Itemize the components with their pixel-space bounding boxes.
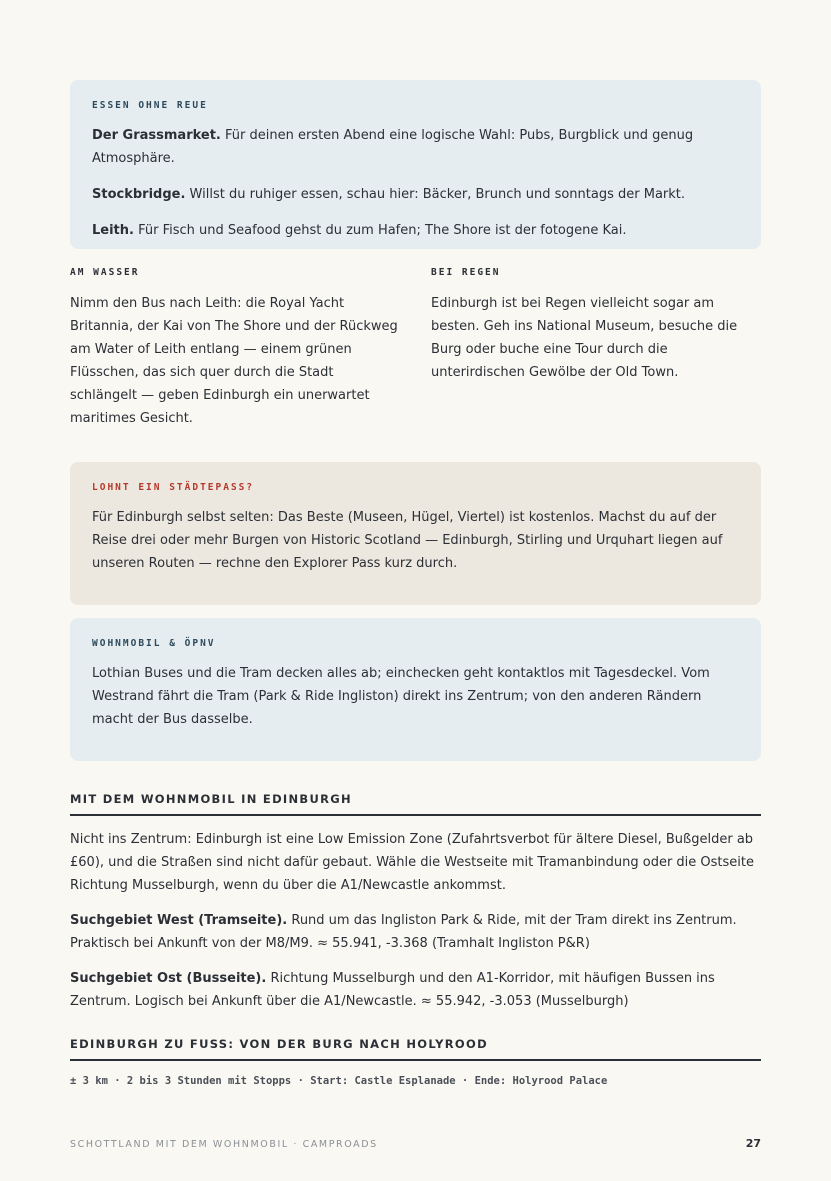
item-title: Suchgebiet Ost (Busseite). — [70, 971, 267, 986]
section-intro: Nicht ins Zentrum: Edinburgh ist eine Low Emission Zone (Zufahrtsverbot für ältere Diesel, Bußgelder ab £60), und die Straßen sind nicht dafür gebaut. Wähle die Westseite mit Tramanbindung oder die Ostseite Richtung Musselburgh, wenn du über die A1/Newcastle ankommst. — [70, 832, 755, 893]
item-text: Für deinen ersten Abend eine logische Wahl: Pubs, Burgblick und genug Atmosphäre. — [92, 128, 694, 166]
box-kicker: LOHNT EIN STÄDTEPASS? — [92, 482, 255, 493]
section-heading: MIT DEM WOHNMOBIL IN EDINBURGH — [70, 792, 761, 816]
section-heading: EDINBURGH ZU FUSS: VON DER BURG NACH HOLYROOD — [70, 1037, 761, 1061]
staedtepass-box — [70, 462, 761, 605]
suchgebiet-west — [70, 909, 761, 955]
box-kicker: WOHNMOBIL & ÖPNV — [92, 638, 216, 649]
zu-fuss-section — [70, 1037, 761, 1087]
page-footer — [70, 1137, 761, 1150]
essen-item-leith — [92, 219, 739, 242]
item-title: Der Grassmarket. — [92, 128, 221, 143]
page-number: 27 — [745, 1137, 761, 1150]
item-title: Stockbridge. — [92, 187, 186, 202]
route-meta: ± 3 km · 2 bis 3 Stunden mit Stopps · Start: Castle Esplanade · Ende: Holyrood Palace — [70, 1075, 608, 1087]
column-text: Nimm den Bus nach Leith: die Royal Yacht Britannia, der Kai von The Shore und der Rückweg am Water of Leith entlang — einem grünen Flüsschen, das sich quer durch die Stadt schlängelt — geben Edinburgh ein unerwartet maritimes Gesicht. — [70, 296, 398, 426]
item-text: Richtung Musselburgh und den A1-Korridor, mit häufigen Bussen ins Zentrum. Logisch bei Ankunft über die A1/Newcastle. ≈ 55.942, -3.053 (Musselburgh) — [70, 971, 715, 1009]
essen-ohne-reue-box — [70, 80, 761, 249]
page-content — [70, 80, 761, 1087]
box-text: Lothian Buses und die Tram decken alles ab; einchecken geht kontaktlos mit Tagesdeckel. Vom Westrand fährt die Tram (Park & Ride Ingliston) direkt ins Zentrum; von den anderen Rändern macht der Bus dasselbe. — [92, 666, 710, 727]
suchgebiet-ost — [70, 967, 761, 1013]
footer-title: SCHOTTLAND MIT DEM WOHNMOBIL · CAMPROADS — [70, 1139, 378, 1150]
item-text: Willst du ruhiger essen, schau hier: Bäcker, Brunch und sonntags der Markt. — [185, 187, 686, 202]
column-text: Edinburgh ist bei Regen vielleicht sogar am besten. Geh ins National Museum, besuche die Burg oder buche eine Tour durch die unterirdischen Gewölbe der Old Town. — [431, 296, 738, 380]
box-text: Für Edinburgh selbst selten: Das Beste (Museen, Hügel, Viertel) ist kostenlos. Machst du auf der Reise drei oder mehr Burgen von Historic Scotland — Edinburgh, Stirling und Urquhart liegen auf unseren Routen — rechne den Explorer Pass kurz durch. — [92, 510, 723, 571]
item-title: Leith. — [92, 223, 134, 238]
column-kicker: BEI REGEN — [431, 267, 501, 278]
essen-item-grassmarket — [92, 124, 739, 170]
two-column-section — [70, 267, 761, 430]
item-text: Rund um das Ingliston Park & Ride, mit der Tram direkt ins Zentrum. Praktisch bei Ankunft von der M8/M9. ≈ 55.941, -3.368 (Tramhalt Ingliston P&R) — [70, 913, 737, 951]
column-am-wasser — [70, 267, 400, 430]
box-kicker: ESSEN OHNE REUE — [92, 100, 208, 111]
essen-item-stockbridge — [92, 183, 739, 206]
item-text: Für Fisch und Seafood gehst du zum Hafen; The Shore ist der fotogene Kai. — [133, 223, 627, 238]
wohnmobil-oepnv-box — [70, 618, 761, 761]
wohnmobil-section — [70, 792, 761, 1013]
column-kicker: AM WASSER — [70, 267, 140, 278]
column-bei-regen — [431, 267, 761, 430]
item-title: Suchgebiet West (Tramseite). — [70, 913, 288, 928]
